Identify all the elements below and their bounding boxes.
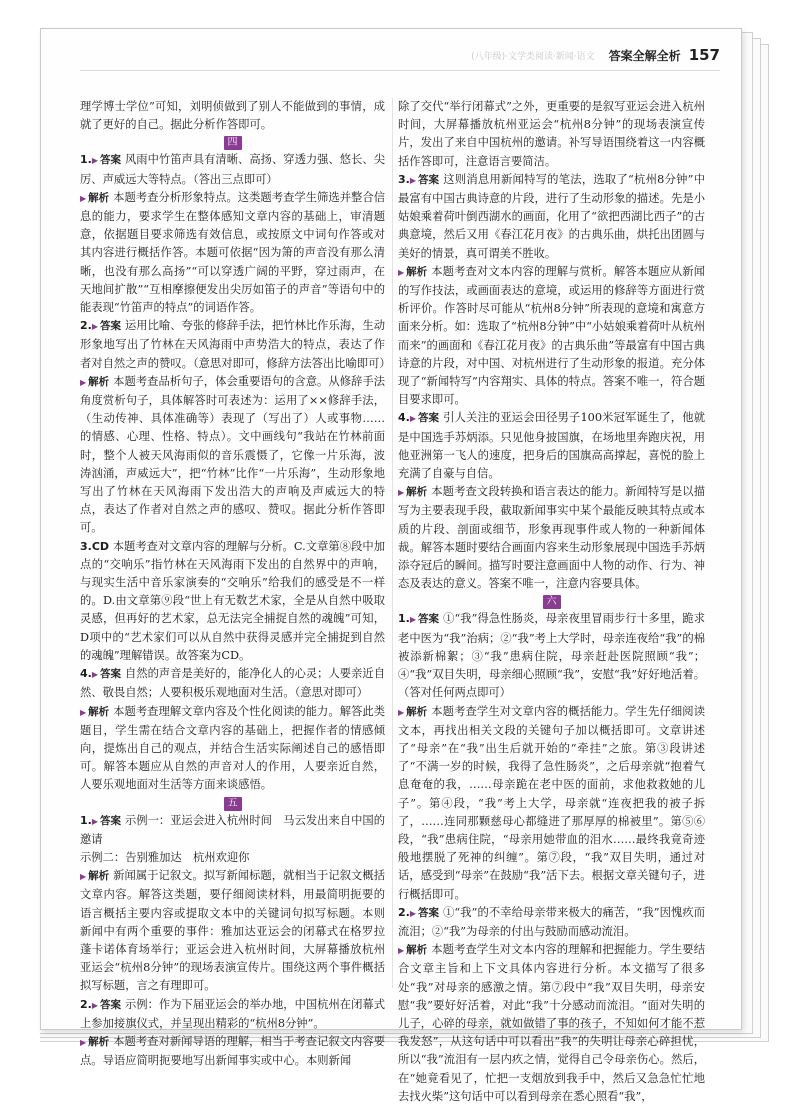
analysis-item: ▶ 解析 本题考查文段转换和语言表达的能力。新闻特写是以描写为主要表现手段，截取新闻事实中某个最能反映其特点或本质的片段、剖面或细节，形象再现事件或人物的一种新闻体裁。解答本题时要结合画面内容来生动形象展现中国选手苏炳添夺冠后的瞬间。描写时要注意画面中人物的动作、行为、神态及表达的意义。答案不唯一，注意内容要具体。 <box>398 485 705 591</box>
analysis-item: ▶ 解析 本题考查对新闻导语的理解，相当于考查记叙文内容要点。导语应简明扼要地写出新闻事实或中心。本则新闻 <box>80 1034 385 1068</box>
analysis-item: ▶ 解析 本题考查分析形象特点。这类题考查学生筛选并整合信息的能力，要求学生在整体感知文章内容的基础上，审清题意，依据题目要求筛选有效信息，或按原文中词句作答或对其内容进行概括作答。本题可依据“因为箫的声音没有那么清晰，也没有那么高扬”“可以穿透广阔的平野，穿过雨声，在天地间扩散”“互相摩擦便发出尖厉如笛子的声音”等语句中的能表现“竹笛声的特点”的词语作答。 <box>80 190 385 315</box>
analysis-tag: ▶ 解析 <box>398 944 428 957</box>
analysis-item: ▶ 解析 本题考查对文本内容的理解与赏析。解答本题应从新闻的写作技法，或画面表达的意境，或运用的修辞等方面进行赏析评价。作答时尽可能从“杭州8分钟”所表现的意境和寓意方面来分析。如：选取了“杭州8分钟”中“小姑娘乘着荷叶从杭州而来”的画面和《春江花月夜》的古典乐曲”等最富有中国古典诗意的片段，对中国、对杭州进行了生动形象的报道。充分体现了“新闻特写”内容翔实、具体的特点。答案不唯一，符合题目要求即可。 <box>398 264 705 407</box>
answer-item: 3.CD 本题考查对文章内容的理解与分析。C.文章第⑧段中加点的“交响乐”指竹林在天风海雨下发出的自然界中的声响，与现实生活中音乐家演奏的“交响乐”给我们的感受是不一样的。D.由文章第⑨段“世上有无数艺术家，全是从自然中吸取灵感，但再好的艺术家，总无法完全捕捉自然的魂魄”可知，D项中的“艺术家们可以从自然中获得灵感并完全捕捉到自然的魂魄”理解错误。故答案为CD。 <box>80 539 385 662</box>
triangle-icon: ▶ <box>91 156 98 166</box>
header-rule <box>80 70 720 71</box>
answer-item: 2.▶ 答案 示例：作为下届亚运会的举办地，中国杭州在闭幕式上参加接旗仪式，并呈现出精彩的“杭州8分钟”。 <box>80 997 385 1030</box>
triangle-icon: ▶ <box>398 946 405 956</box>
answer-item: 4.▶ 答案 引人关注的亚运会田径男子100米冠军诞生了，他就是中国选手苏炳添。只见他身披国旗，在场地里奔跑庆祝，用他亚洲第一飞人的速度，把身后的国旗高高撑起，喜悦的脸上充满了自豪与自信。 <box>398 411 705 481</box>
analysis-tag: ▶ 解析 <box>80 870 110 883</box>
triangle-icon: ▶ <box>409 414 416 424</box>
paragraph: 除了交代“举行闭幕式”之外，更重要的是叙写亚运会进入杭州时间，大屏幕播放杭州亚运会“杭州8分钟”的现场表演宣传片，发出了来自中国杭州的邀请。补写导语围绕着这一内容概括作答即可，注意语言要简洁。 <box>398 100 705 168</box>
page-number: 157 <box>688 46 720 64</box>
analysis-tag: ▶ 解析 <box>80 705 110 718</box>
section-heading-5 <box>80 796 385 811</box>
answer-tag: ▶ 答案 <box>409 173 439 186</box>
column-divider <box>392 98 393 988</box>
triangle-icon: ▶ <box>80 1037 87 1047</box>
triangle-icon: ▶ <box>409 615 416 625</box>
analysis-tag: ▶ 解析 <box>80 375 110 388</box>
answer-item: 2.▶ 答案 ①“我”的不幸给母亲带来极大的痛苦，“我”因愧疚而流泪；②“我”为母亲的付出与鼓励而感动流泪。 <box>398 905 705 938</box>
section-badge: 四 <box>224 136 242 150</box>
triangle-icon: ▶ <box>409 175 416 185</box>
analysis-tag: ▶ 解析 <box>80 1035 110 1048</box>
analysis-item: ▶ 解析 本题考查学生对文章内容的概括能力。学生先仔细阅读文本，再找出相关文段的关键句子加以概括即可。文章讲述了“母亲”在“我”出生后就开始的“牵挂”之旅。第③段讲述了“不满一岁的时候，我得了急性肠炎”，之后母亲就“抱着气息奄奄的我，……母亲跪在老中医的面前，求他救救她的儿子”。第④段，“我”考上大学，母亲就“连夜把我的被子拆了，……连同那颗慈母心都缝进了那厚厚的棉被里”。第⑤⑥段，“我”患病住院，“母亲用她带血的泪水……最终我竟奇迹般地摆脱了死神的纠缠”。第⑦段，“我”双目失明，通过对话，感受到“母亲”在鼓励“我”活下去。根据文章关键句子，进行概括即可。 <box>398 704 705 901</box>
header-ghost-text: (八年级)·文学类阅读·新闻·语文 <box>471 51 595 62</box>
triangle-icon: ▶ <box>398 267 405 277</box>
analysis-tag: ▶ 解析 <box>80 191 110 204</box>
answer-item: 1.▶ 答案 风雨中竹笛声具有清晰、高扬、穿透力强、悠长、尖厉、声威远大等特点。（答出三点即可） <box>80 153 385 186</box>
analysis-item: ▶ 解析 本题考查学生对文本内容的理解和把握能力。学生要结合文章主旨和上下文具体内容进行分析。本文描写了很多处“我”对母亲的感激之情。第⑦段中“我”双目失明，母亲安慰“我”要好好活着，对此“我”十分感动而流泪。“面对失明的儿子，心碎的母亲，就如做错了事的孩子，不知如何才能不惹我发怒”，从这句话中可以看出“我”的失明让母亲心碎担忧，所以“我”流泪有一层内疚之情，觉得自己令母亲伤心。然后，在“她竟看见了，忙把一支烟放到我手中，然后又急急忙忙地去找火柴”这句话中可以看到母亲在悉心照看“我”， <box>398 943 705 1103</box>
answer-item: 2.▶ 答案 运用比喻、夸张的修辞手法，把竹林比作乐海，生动形象地写出了竹林在天风海雨中声势浩大的特点，表达了作者对自然之声的赞叹。（意思对即可，修辞方法答出比喻即可） <box>80 319 391 370</box>
triangle-icon: ▶ <box>409 908 416 918</box>
right-column <box>398 98 705 1106</box>
answer-item: 1.▶ 答案 ①“我”得急性肠炎，母亲夜里冒雨步行十多里，跪求老中医为“我”治病；②“我”考上大学时，母亲连夜给“我”的棉被添新棉絮；③“我”患病住院，母亲赶赴医院照顾“我”；④“我”双目失明，母亲细心照顾“我”，安慰“我”好好地活着。（答对任何两点即可） <box>398 612 705 700</box>
section-heading-4 <box>80 135 385 150</box>
triangle-icon: ▶ <box>91 670 98 680</box>
answer-tag: ▶ 答案 <box>409 412 439 425</box>
analysis-item: ▶ 解析 本题考查理解文章内容及个性化阅读的能力。解答此类题目，学生需在结合文章内容的基础上，把握作者的情感倾向，提炼出自己的观点，并结合生活实际阐述自己的感悟即可。解答本题应从自然的声音对人的作用，人要亲近自然，人要乐观地面对生活等方面来谈感悟。 <box>80 704 385 792</box>
triangle-icon: ▶ <box>80 193 87 203</box>
triangle-icon: ▶ <box>398 707 405 717</box>
analysis-item: ▶ 解析 本题考查品析句子，体会重要语句的含意。从修辞手法角度赏析句子，具体解答时可表述为：运用了××修辞手法，（生动传神、具体准确等）表现了（写出了）人或事物……的情感、心理、性格、特点）。文中画线句“我站在竹林前面时，整个人被天风海雨似的音乐震慑了，它像一片乐海，波涛汹涌，声威远大”，把“竹林”比作“一片乐海”，生动形象地写出了竹林在天风海雨下发出浩大的声响及声威远大的特点，表达了作者对自然之声的感叹、赞叹。据此分析作答即可。 <box>80 374 385 535</box>
analysis-item: ▶ 解析 新闻属于记叙文。拟写新闻标题，就相当于记叙文概括文章内容。解答这类题，要仔细阅读材料，用最简明扼要的语言概括主要内容或提取文本中的关键词句拟写标题。本则新闻中有两个重要的事件：雅加达亚运会的闭幕式在格罗拉蓬卡诺体育场举行；亚运会进入杭州时间，大屏幕播放杭州亚运会“杭州8分钟”的现场表演宣传片。围绕这两个事件概括拟写标题，言之有理即可。 <box>80 869 385 993</box>
answer-item: 1.▶ 答案 示例一：亚运会进入杭州时间 马云发出来自中国的邀请 <box>80 813 385 846</box>
answer-tag: ▶ 答案 <box>91 320 121 333</box>
triangle-icon: ▶ <box>80 707 87 717</box>
answer-tag: ▶ 答案 <box>91 668 121 681</box>
answer-item: 4.▶ 答案 自然的声音是美好的，能净化人的心灵；人要亲近自然、敬畏自然；人要积极乐观地面对生活。（意思对即可） <box>80 667 385 700</box>
answer-tag: ▶ 答案 <box>91 814 121 827</box>
triangle-icon: ▶ <box>398 488 405 498</box>
analysis-tag: ▶ 解析 <box>398 705 428 718</box>
page-header <box>400 42 720 68</box>
left-column <box>80 98 391 1070</box>
answer-tag: ▶ 答案 <box>409 906 439 919</box>
answer-tag: ▶ 答案 <box>409 613 439 626</box>
triangle-icon: ▶ <box>91 322 98 332</box>
section-badge: 五 <box>224 797 242 811</box>
analysis-tag: ▶ 解析 <box>398 265 428 278</box>
analysis-tag: ▶ 解析 <box>398 486 428 499</box>
answer-tag: ▶ 答案 <box>91 154 121 167</box>
answer-tag: ▶ 答案 <box>91 998 121 1011</box>
triangle-icon: ▶ <box>91 1000 98 1010</box>
paragraph: 理学博士学位”可知，刘明侦做到了别人不能做到的事情，成就了更好的自己。据此分析作答即可。 <box>80 100 385 132</box>
triangle-icon: ▶ <box>80 872 87 882</box>
paragraph: 示例二：告别雅加达 杭州欢迎你 <box>80 850 250 864</box>
section-heading-6 <box>398 594 705 609</box>
triangle-icon: ▶ <box>80 377 87 387</box>
triangle-icon: ▶ <box>91 816 98 826</box>
section-badge: 六 <box>543 595 561 609</box>
header-title: 答案全解全析 <box>608 48 681 63</box>
answer-item: 3.▶ 答案 这则消息用新闻特写的笔法，选取了“杭州8分钟”中最富有中国古典诗意的片段，进行了生动形象的描述。先是小姑娘乘着荷叶倒西湖水的画面，化用了“欲把西湖比西子”的古典意境，然后又用《春江花月夜》的古典乐曲，烘托出团圆与美好的情景，真可谓美不胜收。 <box>398 172 705 260</box>
